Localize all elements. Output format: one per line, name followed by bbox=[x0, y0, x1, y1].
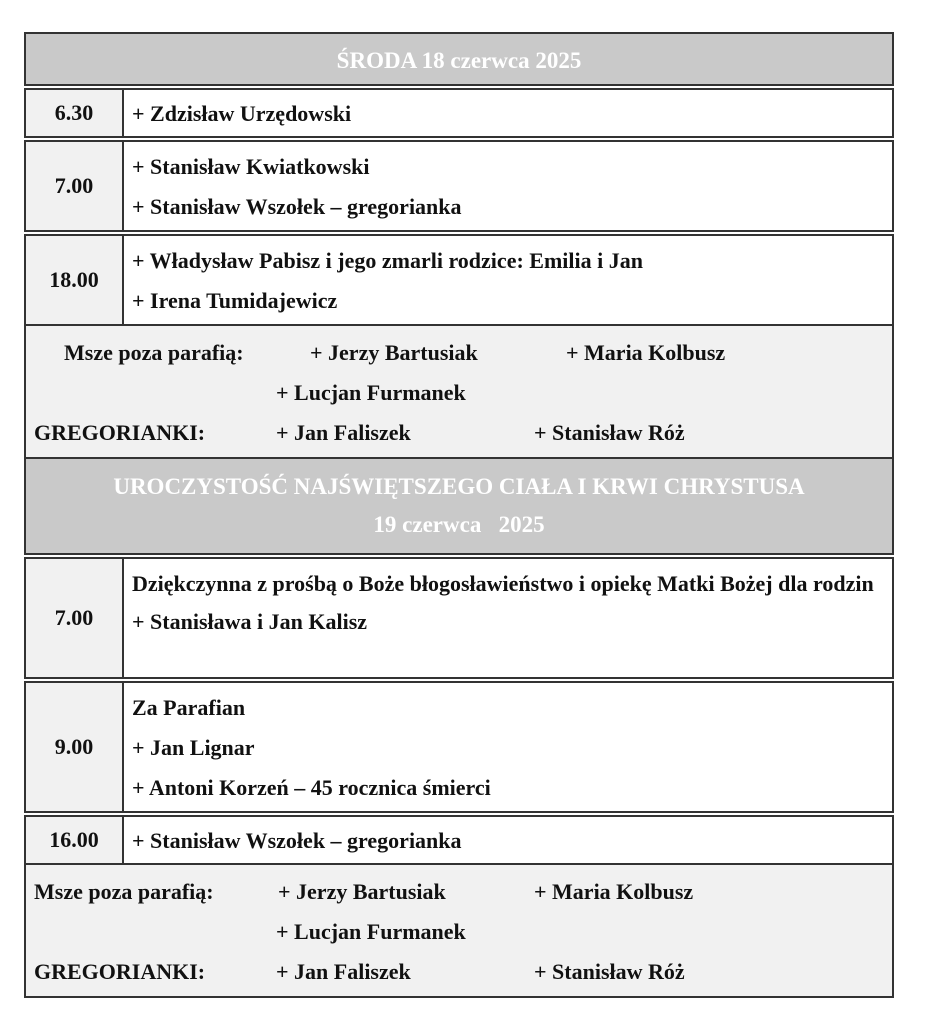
schedule-sheet bbox=[24, 32, 894, 998]
day2-date: 19 czerwca 2025 bbox=[373, 512, 545, 537]
outside-parish-label: Msze poza parafią: bbox=[64, 340, 244, 365]
mass-row bbox=[24, 815, 894, 865]
intention: + Stanisław Wszołek – gregorianka bbox=[132, 828, 462, 853]
day2-notes bbox=[24, 865, 894, 998]
gregorianka-intention: + Jan Faliszek bbox=[276, 959, 411, 984]
mass-time: 7.00 bbox=[26, 142, 124, 230]
outside-intention: + Jerzy Bartusiak bbox=[310, 340, 478, 365]
mass-time: 6.30 bbox=[26, 90, 124, 136]
intention: + Stanisław Kwiatkowski bbox=[132, 154, 370, 179]
day1-notes bbox=[24, 326, 894, 459]
mass-intentions bbox=[124, 817, 892, 863]
mass-time: 7.00 bbox=[26, 559, 124, 677]
intention: + Irena Tumidajewicz bbox=[132, 288, 338, 313]
mass-row bbox=[24, 681, 894, 813]
outside-intention: + Maria Kolbusz bbox=[534, 879, 694, 904]
outside-intention: + Maria Kolbusz bbox=[566, 340, 726, 365]
intention: Za Parafian bbox=[132, 695, 246, 720]
mass-row bbox=[24, 557, 894, 679]
intention: + Stanisława i Jan Kalisz bbox=[132, 609, 368, 634]
mass-intentions bbox=[124, 236, 892, 324]
mass-row bbox=[24, 234, 894, 326]
day1-header bbox=[24, 32, 894, 86]
intention: + Władysław Pabisz i jego zmarli rodzice: Emilia i Jan bbox=[132, 248, 643, 273]
mass-row bbox=[24, 140, 894, 232]
intention: Dziękczynna z prośbą o Boże błogosławieństwo i opiekę Matki Bożej dla rodzin bbox=[132, 571, 874, 596]
mass-intentions bbox=[124, 142, 892, 230]
outside-intention: + Lucjan Furmanek bbox=[276, 380, 466, 405]
gregorianka-intention: + Stanisław Róż bbox=[534, 959, 685, 984]
mass-intentions bbox=[124, 559, 892, 677]
day2-title: UROCZYSTOŚĆ NAJŚWIĘTSZEGO CIAŁA I KRWI CHRYSTUSA bbox=[113, 474, 805, 499]
mass-time: 9.00 bbox=[26, 683, 124, 811]
intention: + Jan Lignar bbox=[132, 735, 255, 760]
mass-time: 18.00 bbox=[26, 236, 124, 324]
mass-time: 16.00 bbox=[26, 817, 124, 863]
day1-title: ŚRODA 18 czerwca 2025 bbox=[336, 48, 582, 73]
outside-intention: + Jerzy Bartusiak bbox=[278, 879, 446, 904]
mass-intentions bbox=[124, 683, 892, 811]
gregorianka-intention: + Stanisław Róż bbox=[534, 420, 685, 445]
mass-intentions bbox=[124, 90, 892, 136]
outside-intention: + Lucjan Furmanek bbox=[276, 919, 466, 944]
day2-header bbox=[24, 459, 894, 555]
mass-row bbox=[24, 88, 894, 138]
gregorianka-intention: + Jan Faliszek bbox=[276, 420, 411, 445]
intention: + Zdzisław Urzędowski bbox=[132, 101, 352, 126]
gregorianki-label: GREGORIANKI: bbox=[34, 959, 206, 984]
gregorianki-label: GREGORIANKI: bbox=[34, 420, 206, 445]
outside-parish-label: Msze poza parafią: bbox=[34, 879, 214, 904]
intention: + Stanisław Wszołek – gregorianka bbox=[132, 194, 462, 219]
intention: + Antoni Korzeń – 45 rocznica śmierci bbox=[132, 775, 491, 800]
